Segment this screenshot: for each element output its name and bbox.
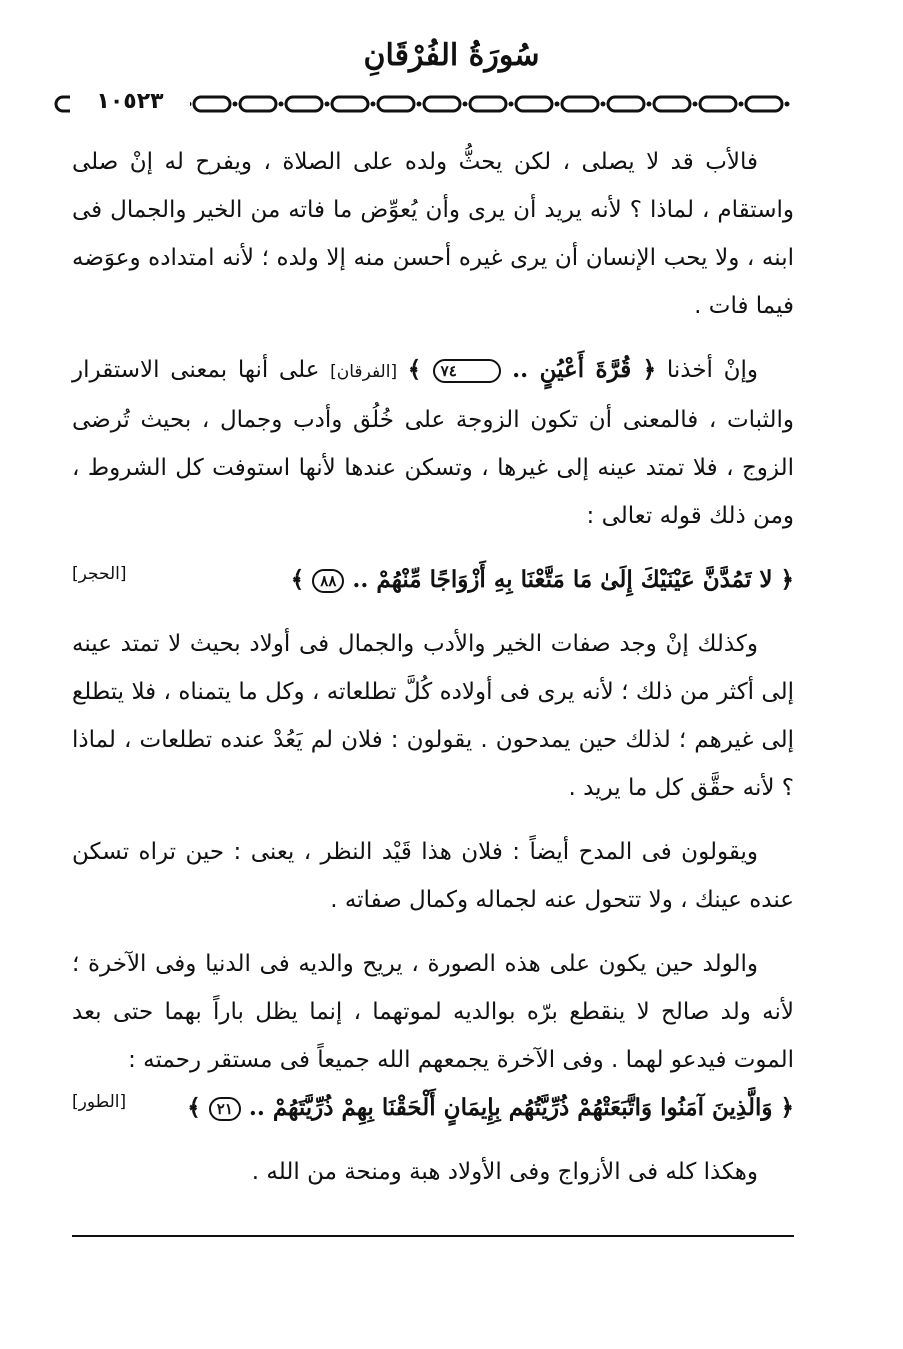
verse-text: ﴿ لا تَمُدَّنَّ عَيْنَيْكَ إِلَىٰ مَا مَتَّعْنَا بِهِ أَزْوَاجًا مِّنْهُمْ .. xyxy=(344,566,794,593)
ornament-link xyxy=(608,97,644,111)
ornament-dot xyxy=(325,102,330,107)
quran-verse-la-tamuddanna xyxy=(291,566,794,593)
ornament-dot xyxy=(371,102,376,107)
ornament-link xyxy=(424,97,460,111)
ornament-link xyxy=(194,97,230,111)
verse-number: ٨٨ xyxy=(312,569,344,593)
ornament-link xyxy=(700,97,736,111)
surah-reference: [الفرقان] xyxy=(330,362,398,382)
verse-number: ٧٤ xyxy=(433,359,501,383)
ornament-dot xyxy=(509,102,514,107)
surah-reference: [الحجر] xyxy=(72,564,127,584)
paragraph-2-body: على أنها بمعنى الاستقرار والثبات ، فالمعنى أن تكون الزوجة على خُلُق وأدب وجمال ، بحيث تُرضى الزوج ، فلا تمتد عينه إلى غيرها ، وتسكن عندها لأنها استوفت كل الشروط ، ومن ذلك قوله تعالى : xyxy=(72,357,794,529)
quran-verse-qurrat-ayun xyxy=(408,356,656,383)
verse-number: ٢١ xyxy=(209,1097,241,1121)
ornament-link xyxy=(562,97,598,111)
ornament-dot xyxy=(555,102,560,107)
quran-verse-wallazina-amanu xyxy=(187,1094,794,1121)
page-content xyxy=(72,138,794,1212)
verse-text: ﴿ وَالَّذِينَ آمَنُوا وَاتَّبَعَتْهُمْ ذُرِّيَّتُهُم بِإِيمَانٍ أَلْحَقْنَا بِهِمْ ذُرِّيَّتَهُمْ .. xyxy=(240,1094,794,1121)
paragraph-3: وكذلك إنْ وجد صفات الخير والأدب والجمال فى أولاد بحيث لا تمتد عينه إلى أكثر من ذلك ؛ لأنه يرى فى أولاده كُلَّ تطلعاته ، وكل ما يتمناه ، فلا يتطلع إلى غيرهم ؛ لذلك حين يمدحون . يقولون : فلان لم يَعُدْ عنده تطلعات ، لماذا ؟ لأنه حقَّق كل ما يريد . xyxy=(72,631,794,801)
paragraph-5-body: والولد حين يكون على هذه الصورة ، يريح والديه فى الدنيا وفى الآخرة ؛ لأنه ولد صالح لا ينقطع برّه بوالديه لموتهما ، إنما يظل باراً بهما حتى بعد الموت فيدعو لهما . وفى الآخرة يجمعهم الله جميعاً فى مستقر رحمته : xyxy=(72,951,794,1073)
ornament-dot xyxy=(463,102,468,107)
paragraph-5 xyxy=(72,940,794,1084)
verse-line-tur xyxy=(72,1084,794,1132)
paragraph-4: ويقولون فى المدح أيضاً : فلان هذا قَيْد النظر ، يعنى : حين تراه تسكن عنده عينك ، ولا تتحول عنه لجماله وكمال صفاته . xyxy=(72,839,794,913)
ornament-link xyxy=(332,97,368,111)
ornament-dot xyxy=(693,102,698,107)
verse-line-hijr xyxy=(72,556,794,604)
page-number: ١٠٥٢٣ xyxy=(70,89,190,114)
surah-title: سُورَةُ الفُرْقَانِ xyxy=(363,38,540,73)
verse-text: ﴿ قُرَّةَ أَعْيُنٍ .. xyxy=(500,356,657,383)
paragraph-2 xyxy=(72,346,794,540)
ornament-dot xyxy=(279,102,284,107)
ornament-link xyxy=(378,97,414,111)
verse-close-bracket: ﴾ xyxy=(407,356,433,383)
ornament-link xyxy=(516,97,552,111)
ornament-dot xyxy=(739,102,744,107)
verse-close-bracket: ﴾ xyxy=(290,566,313,593)
ornament-dot xyxy=(233,102,238,107)
ornament-dot xyxy=(417,102,422,107)
ornament-link xyxy=(746,97,782,111)
paragraph-2-intro: وإنْ أخذنا xyxy=(666,357,759,383)
surah-reference: [الطور] xyxy=(72,1092,127,1112)
paragraph-1: فالأب قد لا يصلى ، لكن يحثُّ ولده على الصلاة ، ويفرح له إنْ صلى واستقام ، لماذا ؟ لأنه يريد أن يرى وأن يُعوِّض ما فاته من الخير والجمال فى ابنه ، ولا يحب الإنسان أن يرى غيره أحسن منه إلا ولده ؛ لأنه امتداده وعوَضه فيما فات . xyxy=(72,149,794,319)
ornament-dot xyxy=(785,102,790,107)
ornament-dot xyxy=(647,102,652,107)
ornament-link xyxy=(470,97,506,111)
ornament-link xyxy=(286,97,322,111)
paragraph-6: وهكذا كله فى الأزواج وفى الأولاد هبة ومنحة من الله . xyxy=(251,1159,758,1185)
verse-close-bracket: ﴾ xyxy=(187,1094,209,1121)
footer-rule xyxy=(72,1235,794,1237)
ornament-link xyxy=(240,97,276,111)
ornament-link xyxy=(654,97,690,111)
ornament-dot xyxy=(601,102,606,107)
